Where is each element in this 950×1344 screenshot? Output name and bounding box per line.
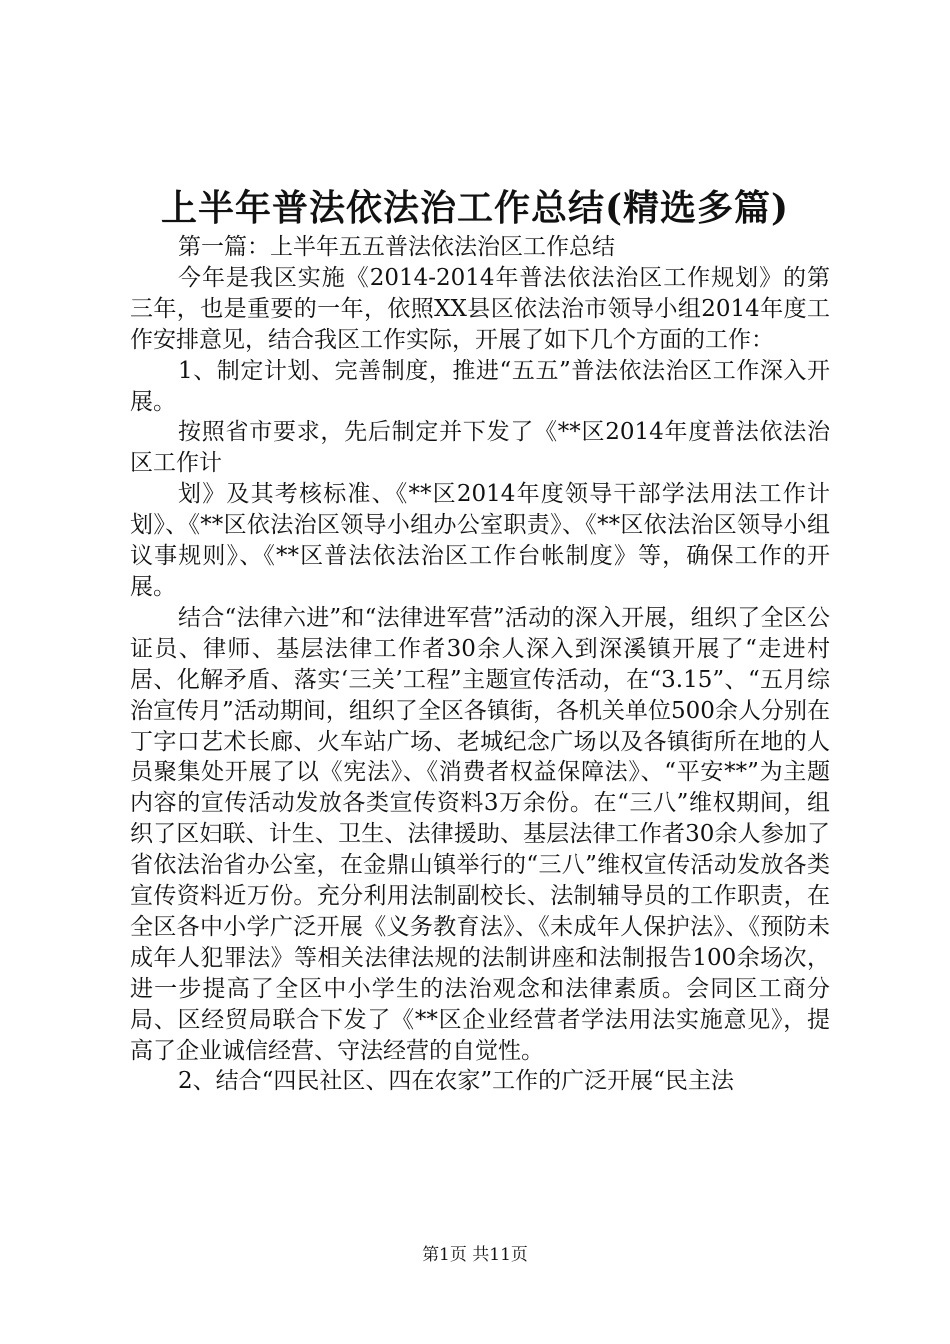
paragraph: 按照省市要求，先后制定并下发了《**区2014年度普法依法治区工作计 [130,419,830,477]
paragraph: 结合“法律六进”和“法律进军营”活动的深入开展，组织了全区公证员、律师、基层法律工作者30余人深入到深溪镇开展了“走进村居、化解矛盾、落实‘三关’工程”主题宣传活动，在“3.15”、“五月综治宣传月”活动期间，组织了全区各镇街，各机关单位500余人分别在丁字口艺术长廊、火车站广场、老城纪念广场以及各镇街所在地的人员聚集处开展了以《宪法》、《消费者权益保障法》、“平安**”为主题内容的宣传活动发放各类宣传资料3万余份。在“三八”维权期间，组织了区妇联、计生、卫生、法律援助、基层法律工作者30余人参加了省依法治省办公室，在金鼎山镇举行的“三八”维权宣传活动发放各类宣传资料近万份。充分利用法制副校长、法制辅导员的工作职责，在全区各中小学广泛开展《义务教育法》、《未成年人保护法》、《预防未成年人犯罪法》等相关法律法规的法制讲座和法制报告100余场次，进一步提高了全区中小学生的法治观念和法律素质。会同区工商分局、区经贸局联合下发了《**区企业经营者学法用法实施意见》，提高了企业诚信经营、守法经营的自觉性。 [130,604,830,1064]
paragraph: 2、结合“四民社区、四在农家”工作的广泛开展“民主法 [178,1068,734,1095]
paragraph: 1、制定计划、完善制度，推进“五五”普法依法治区工作深入开展。 [130,357,830,415]
page-footer: 第1页 共11页 [422,1245,528,1265]
paragraph: 划》及其考核标准、《**区2014年度领导干部学法用法工作计划》、《**区依法治区领导小组办公室职责》、《**区依法治区领导小组议事规则》、《**区普法依法治区工作台帐制度》等，确保工作的开展。 [130,481,830,600]
document-body [130,232,830,1097]
section-heading: 第一篇：上半年五五普法依法治区工作总结 [178,234,615,260]
document-title: 上半年普法依法治工作总结(精选多篇) [160,187,790,229]
paragraph: 今年是我区实施《2014-2014年普法依法治区工作规划》的第三年，也是重要的一年，依照XX县区依法治市领导小组2014年度工作安排意见，结合我区工作实际，开展了如下几个方面的工作： [130,264,830,353]
